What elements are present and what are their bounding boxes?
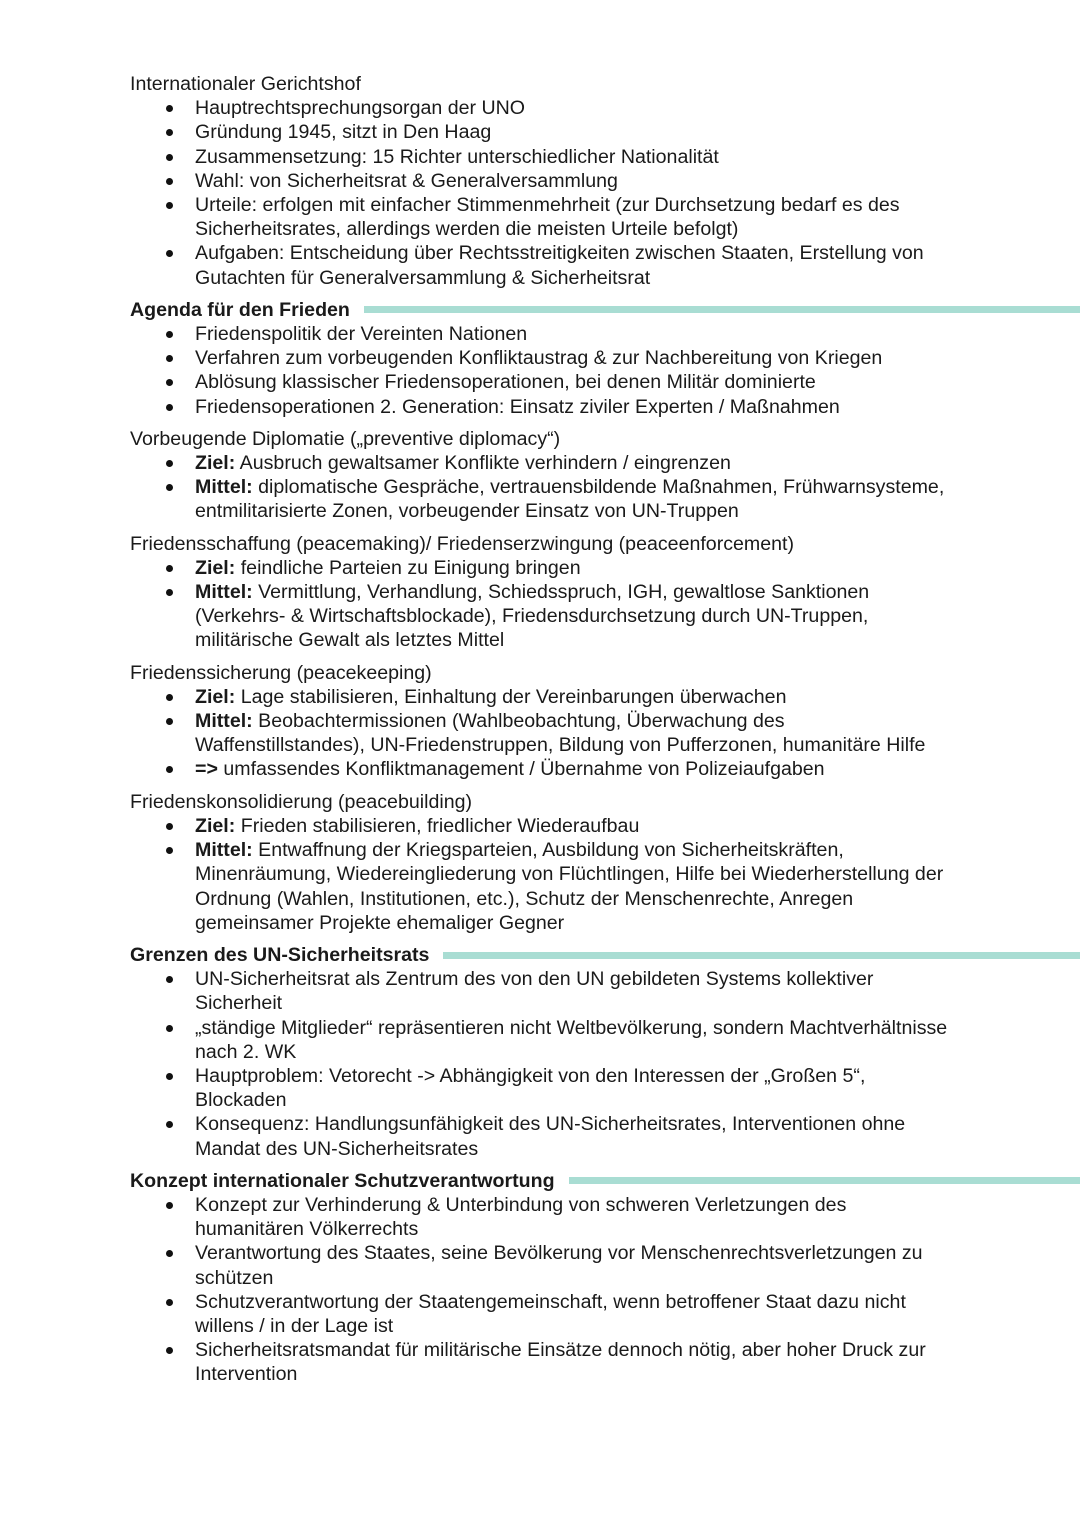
item-text: Hauptproblem: Vetorecht -> Abhängigkeit von den Interessen der „Großen 5“, Blockaden (195, 1064, 866, 1112)
list-item (130, 322, 952, 346)
list-item (130, 395, 952, 419)
list-item (130, 475, 952, 523)
heading-accent-rule (364, 306, 1080, 313)
item-text: Entwaffnung der Kriegsparteien, Ausbildung von Sicherheitskräften, Minenräumung, Wiedereingliederung von Flüchtlingen, Hilfe bei Wiederherstellung der Ordnung (Wahlen, Institutionen, etc.), Schutz der Menschenrechte, Anregen gemeinsamer Projekte ehemaliger Gegner (195, 839, 944, 934)
item-text: feindliche Parteien zu Einigung bringen (240, 556, 581, 579)
item-text: Frieden stabilisieren, friedlicher Wiederaufbau (240, 814, 640, 837)
item-text: Beobachtermissionen (Wahlbeobachtung, Überwachung des Waffenstillstandes), UN-Friedenstruppen, Bildung von Pufferzonen, humanitäre Hilfe (195, 710, 926, 757)
item-text: UN-Sicherheitsrat als Zentrum des von den UN gebildeten Systems kollektiver Sicherheit (195, 968, 874, 1015)
item-text: diplomatische Gespräche, vertrauensbildende Maßnahmen, Frühwarnsysteme, entmilitarisierte Zonen, vorbeugender Einsatz von UN-Truppen (195, 476, 945, 523)
item-text: Konsequenz: Handlungsunfähigkeit des UN-Sicherheitsrates, Interventionen ohne Mandat des UN-Sicherheitsrates (195, 1113, 906, 1160)
heading-accent-rule (443, 952, 1080, 959)
section (130, 1169, 1080, 1387)
item-text: Ablösung klassischer Friedensoperationen, bei denen Militär dominierte (195, 371, 816, 394)
section (130, 661, 1080, 782)
section-heading-row (130, 661, 1080, 685)
section-heading-row (130, 532, 1080, 556)
section-heading: Vorbeugende Diplomatie („preventive diplomacy“) (130, 427, 561, 450)
section-heading: Internationaler Gerichtshof (130, 73, 361, 95)
document-body (130, 72, 1080, 1395)
list-item (130, 814, 952, 838)
item-text: Zusammensetzung: 15 Richter unterschiedlicher Nationalität (195, 145, 719, 168)
list-item (130, 370, 952, 394)
list-item (130, 967, 952, 1015)
item-label: => (195, 758, 218, 781)
section-heading: Grenzen des UN-Sicherheitsrats (130, 943, 430, 966)
item-text: Verantwortung des Staates, seine Bevölkerung vor Menschenrechtsverletzungen zu schützen (195, 1242, 923, 1289)
bullet-list (130, 967, 1080, 1161)
list-item (130, 757, 952, 781)
section-heading: Friedenssicherung (peacekeeping) (130, 661, 432, 684)
bullet-list (130, 685, 1080, 782)
list-item (130, 685, 952, 709)
heading-accent-rule (569, 1177, 1080, 1184)
list-item (130, 169, 952, 193)
item-label: Ziel: (195, 685, 236, 708)
section (130, 72, 1080, 290)
item-text: „ständige Mitglieder“ repräsentieren nicht Weltbevölkerung, sondern Machtverhältnisse nach 2. WK (195, 1016, 948, 1063)
list-item (130, 580, 952, 653)
section-heading-row (130, 790, 1080, 814)
item-text: Konzept zur Verhinderung & Unterbindung von schweren Verletzungen des humanitären Völkerrechts (195, 1193, 847, 1241)
list-item (130, 145, 952, 169)
section (130, 790, 1080, 935)
item-label: Mittel: (195, 581, 253, 604)
list-item (130, 1241, 952, 1289)
item-label: Mittel: (195, 839, 253, 862)
bullet-list (130, 556, 1080, 653)
item-text: Hauptrechtsprechungsorgan der UNO (195, 97, 526, 120)
list-item (130, 193, 952, 241)
list-item (130, 1290, 952, 1338)
section-heading: Friedensschaffung (peacemaking)/ Friedenserzwingung (peaceenforcement) (130, 532, 795, 555)
list-item (130, 1193, 952, 1241)
item-label: Ziel: (195, 452, 236, 475)
list-item (130, 346, 952, 370)
section (130, 532, 1080, 653)
list-item (130, 96, 952, 120)
section-heading-row (130, 298, 1080, 322)
list-item (130, 709, 952, 757)
section-heading: Konzept internationaler Schutzverantwortung (130, 1169, 555, 1192)
section-heading: Friedenskonsolidierung (peacebuilding) (130, 790, 473, 813)
list-item (130, 451, 952, 475)
bullet-list (130, 96, 1080, 290)
section-heading-row (130, 943, 1080, 967)
item-text: Sicherheitsratsmandat für militärische Einsätze dennoch nötig, aber hoher Druck zur Intervention (195, 1339, 926, 1386)
section-heading: Agenda für den Frieden (130, 298, 350, 321)
section (130, 427, 1080, 524)
item-label: Mittel: (195, 710, 253, 733)
item-text: Urteile: erfolgen mit einfacher Stimmenmehrheit (zur Durchsetzung bedarf es des Sicherheitsrates, allerdings werden die meisten Urteile befolgt) (195, 194, 900, 241)
item-text: umfassendes Konfliktmanagement / Übernahme von Polizeiaufgaben (223, 758, 825, 781)
section-heading-row (130, 1169, 1080, 1193)
item-text: Vermittlung, Verhandlung, Schiedsspruch, IGH, gewaltlose Sanktionen (Verkehrs- & Wirtschaftsblockade), Friedensdurchsetzung durch UN-Truppen, militärische Gewalt als letztes Mittel (195, 581, 870, 652)
item-label: Ziel: (195, 814, 236, 837)
bullet-list (130, 1193, 1080, 1387)
bullet-list (130, 322, 1080, 419)
list-item (130, 241, 952, 289)
list-item (130, 120, 952, 144)
item-text: Lage stabilisieren, Einhaltung der Vereinbarungen überwachen (240, 685, 787, 708)
item-text: Gründung 1945, sitzt in Den Haag (195, 121, 492, 144)
section-heading-row (130, 72, 1080, 96)
bullet-list (130, 451, 1080, 524)
list-item (130, 1112, 952, 1160)
bullet-list (130, 814, 1080, 935)
list-item (130, 838, 952, 935)
section-heading-row (130, 427, 1080, 451)
item-text: Wahl: von Sicherheitsrat & Generalversammlung (195, 169, 618, 192)
item-label: Ziel: (195, 556, 236, 579)
section (130, 943, 1080, 1161)
section (130, 298, 1080, 419)
item-text: Ausbruch gewaltsamer Konflikte verhindern / eingrenzen (239, 452, 731, 475)
list-item (130, 556, 952, 580)
item-label: Mittel: (195, 476, 253, 499)
list-item (130, 1016, 952, 1064)
item-text: Aufgaben: Entscheidung über Rechtsstreitigkeiten zwischen Staaten, Erstellung von Gutachten für Generalversammlung & Sicherheitsrat (195, 242, 924, 289)
list-item (130, 1064, 952, 1112)
item-text: Friedenspolitik der Vereinten Nationen (195, 323, 528, 346)
item-text: Friedensoperationen 2. Generation: Einsatz ziviler Experten / Maßnahmen (195, 395, 840, 418)
list-item (130, 1338, 952, 1386)
item-text: Verfahren zum vorbeugenden Konfliktaustrag & zur Nachbereitung von Kriegen (195, 347, 883, 370)
item-text: Schutzverantwortung der Staatengemeinschaft, wenn betroffener Staat dazu nicht willens / in der Lage ist (195, 1290, 906, 1337)
